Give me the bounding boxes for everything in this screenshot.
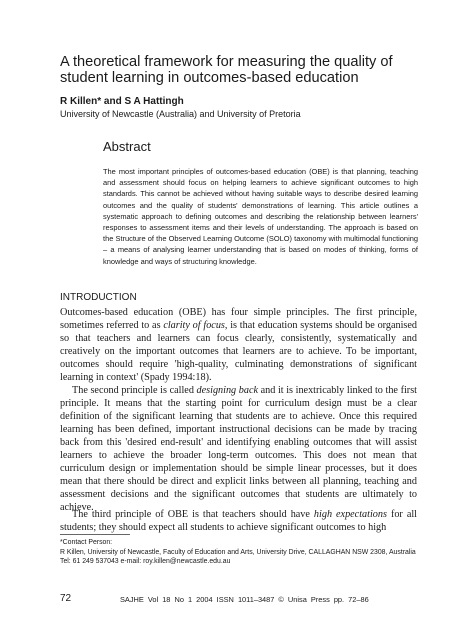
paragraph-text: and it is inextricably linked to the first principle. It means that the starting point for curriculum design must be a clear definition of the significant learning that students are to achieve. Once this required learning has been defined, important instructional decisions can be made by tracing back from this 'desired end-result' and identifying enabling outcomes that will assist learners to achieve the broader long-term outcomes. This does not mean that curriculum design or implementation should be simple linear processes, but it does mean that there should be direct and explicit links between all planning, teaching and assessment decisions and the significant outcomes that students are ultimately to achieve. <box>60 385 417 513</box>
contact-footnote <box>60 538 420 567</box>
contact-label: *Contact Person: <box>60 539 113 546</box>
paragraph-text: for all students; they should expect all students to achieve significant outcomes to high <box>60 509 418 533</box>
abstract-heading: Abstract <box>103 139 151 154</box>
affiliation: University of Newcastle (Australia) and University of Pretoria <box>60 109 301 119</box>
emphasis-designing-back: designing back <box>196 385 258 396</box>
journal-citation: SAJHE Vol 18 No 1 2004 ISSN 1011–3487 © Unisa Press pp. 72–86 <box>120 595 369 604</box>
paragraph-text: Outcomes-based education (OBE) has four simple principles. The first principle, sometimes referred to as <box>60 307 417 331</box>
abstract-body: The most important principles of outcomes-based education (OBE) is that planning, teaching and assessment should focus on helping learners to achieve significant outcomes to high standards. This cannot be achieved without having suitable ways to describe desired learning outcomes and the quality of students' demonstrations of learning. This article outlines a systematic approach to defining outcomes and describing the relationship between learners' responses to assessment items and their levels of understanding. The approach is based on the Structure of the Observed Learning Outcome (SOLO) taxonomy with multimodal functioning – a means of analysing learner understanding that is based on modes of thinking, forms of knowledge and ways of structuring knowledge. <box>103 167 418 266</box>
paragraph-text: The second principle is called <box>72 385 197 396</box>
contact-address: R Killen, University of Newcastle, Faculty of Education and Arts, University Drive, CALLAGHAN NSW 2308, Australia <box>60 548 416 556</box>
body-paragraph-3 <box>60 508 417 534</box>
introduction-heading: INTRODUCTION <box>60 292 137 303</box>
page-footer <box>60 593 420 607</box>
footnote-divider <box>60 534 130 535</box>
contact-phone-email: Tel: 61 249 537043 e-mail: roy.killen@newcastle.edu.au <box>60 558 231 566</box>
paragraph-text: The third principle of OBE is that teachers should have <box>72 509 314 520</box>
emphasis-clarity-of-focus: clarity of focus <box>163 320 225 331</box>
authors: R Killen* and S A Hattingh <box>60 96 184 107</box>
body-paragraph-1 <box>60 306 417 384</box>
page-number: 72 <box>60 593 72 604</box>
body-paragraph-2 <box>60 384 417 514</box>
article-title: A theoretical framework for measuring the quality of student learning in outcomes-based education <box>60 54 393 86</box>
emphasis-high-expectations: high expectations <box>313 509 387 520</box>
paragraph-text: , is that education systems should be organised so that teachers and learners can focus clearly, consistently, systematically and creatively on the important outcomes that learners are to achieve. To be important, outcomes should require 'high-quality, culminating demonstrations of significant learning in context' (Spady 1994:18). <box>60 320 417 383</box>
